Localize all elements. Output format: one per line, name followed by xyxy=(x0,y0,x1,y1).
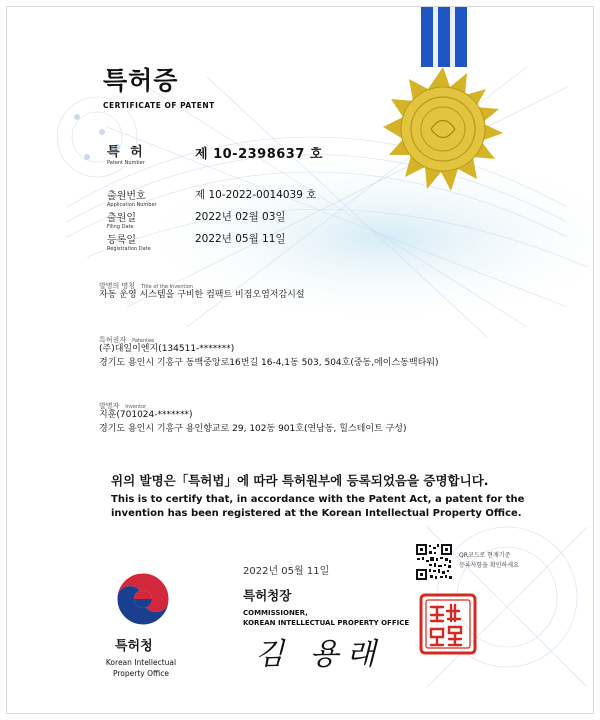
registration-date-label-ko: 등록일 xyxy=(107,235,136,246)
certification-statement-en xyxy=(111,493,524,521)
filing-date-label-en: Filing Date xyxy=(107,224,134,230)
office-name-ko: 특허청 xyxy=(115,639,153,654)
inventor-label-ko: 발명자 xyxy=(99,402,120,410)
inventor-label-en: Inventor xyxy=(125,404,147,410)
invention-label-ko: 발명의 명칭 xyxy=(99,282,136,290)
filing-date-label xyxy=(107,209,136,230)
kipo-logo-icon xyxy=(111,567,175,631)
application-number-label-en: Application Number xyxy=(107,202,157,208)
patentee-label-en: Patentee xyxy=(132,338,155,344)
commissioner-signature: 김 용래 xyxy=(255,637,384,672)
qr-caption-line1: QR코드로 현재기준 xyxy=(459,552,511,559)
inventor-name: 지훈(701024-*******) xyxy=(99,410,193,420)
registration-date-label xyxy=(107,231,151,252)
certificate-title-en: CERTIFICATE OF PATENT xyxy=(103,101,215,110)
issue-date: 2022년 05월 11일 xyxy=(243,566,330,577)
filing-date-label-ko: 출원일 xyxy=(107,213,136,224)
registration-date-label-en: Registration Date xyxy=(107,246,151,252)
invention-title-value: 자동 운영 시스템을 구비한 컴팩트 비점오염저감시설 xyxy=(99,290,305,300)
qr-code-icon[interactable] xyxy=(415,543,453,581)
commissioner-title-ko: 특허청장 xyxy=(243,588,292,603)
application-number-label xyxy=(107,187,157,208)
filing-date-value: 2022년 02월 03일 xyxy=(195,211,286,223)
patentee-address: 경기도 용인시 기흥구 동백중앙로16번길 16-4,1동 503, 504호(중동,에이스동백타워) xyxy=(99,358,439,368)
invention-label-en: Title of the Invention xyxy=(141,284,193,290)
patent-number-label xyxy=(107,141,146,166)
office-name-en xyxy=(97,657,185,679)
office-name-en-line2: Property Office xyxy=(112,669,169,678)
commissioner-title-en-line2: KOREAN INTELLECTUAL PROPERTY OFFICE xyxy=(243,619,410,627)
certificate-frame xyxy=(6,6,594,714)
office-name-en-line1: Korean Intellectual xyxy=(105,658,177,667)
patent-number-value: 제 10-2398637 호 xyxy=(195,147,323,162)
inventor-address: 경기도 용인시 기흥구 용인향교로 29, 102동 901호(연남동, 힐스테이트 구성) xyxy=(99,424,407,434)
certification-statement-en-line1: This is to certify that, in accordance with the Patent Act, a patent for the xyxy=(111,494,525,505)
patentee-label-ko: 특허권자 xyxy=(99,336,127,344)
application-number-label-ko: 출원번호 xyxy=(107,191,146,202)
qr-caption-line2: 등록사항을 확인하세요 xyxy=(459,562,519,569)
certification-statement-ko: 위의 발명은「특허법」에 따라 특허원부에 등록되었음을 증명합니다. xyxy=(111,473,489,488)
application-number-value: 제 10-2022-0014039 호 xyxy=(195,189,317,201)
patent-number-label-en: Patent Number xyxy=(107,160,145,166)
blue-ribbon xyxy=(417,7,473,67)
certification-statement-en-line2: invention has been registered at the Korean Intellectual Property Office. xyxy=(111,508,522,519)
official-stamp-icon xyxy=(419,593,477,655)
patent-number-label-ko: 특 허 xyxy=(107,145,146,160)
commissioner-title-en-line1: COMMISSIONER, xyxy=(243,609,308,617)
patentee-name: (주)대일이엔지(134511-*******) xyxy=(99,344,235,354)
qr-code-caption xyxy=(459,551,519,571)
gold-seal-icon xyxy=(381,67,505,191)
commissioner-title-en xyxy=(243,608,409,628)
certificate-title-ko: 특허증 xyxy=(103,66,179,95)
registration-date-value: 2022년 05월 11일 xyxy=(195,233,286,245)
